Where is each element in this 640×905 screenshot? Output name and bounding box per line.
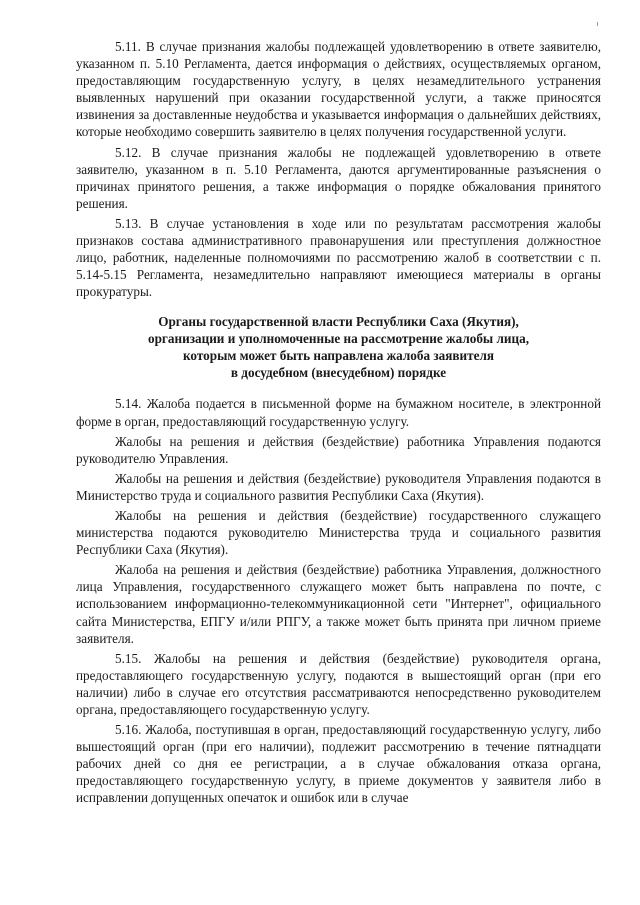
heading-line: в досудебном (внесудебном) порядке [230,365,447,381]
section-heading [76,313,601,381]
paragraph-5-11: 5.11. В случае признания жалобы подлежащей удовлетворению в ответе заявителю, указанном п. 5.10 Регламента, дается информация о действиях, осуществляемых органом, предоставляющим государственную услугу, в целях незамедлительного устранения выявленных нарушений при оказании государственной услуги, а также приносятся извинения за доставленные неудобства и указывается информация о дальнейших действиях, которые необходимо совершить заявителю в целях получения государственной услуги. [76,39,601,140]
heading-line: которым может быть направлена жалоба заявителя [183,348,494,364]
heading-line: Органы государственной власти Республики Саха (Якутия), [158,314,519,330]
paragraph-civil-servant-complaints: Жалобы на решения и действия (бездействие) государственного служащего министерства подаются руководителю Министерства труда и социального развития Республики Саха (Якутия). [76,507,601,558]
document-page [76,38,601,810]
heading-line: организации и уполномоченные на рассмотрение жалобы лица, [148,331,529,347]
paragraph-5-15: 5.15. Жалобы на решения и действия (бездействие) руководителя органа, предоставляющего государственную услугу, подаются в вышестоящий орган (при его наличии) либо в случае его отсутствия рассматриваются непосредственно руководителем органа, предоставляющего государственную услугу. [76,650,601,717]
paragraph-head-complaints: Жалобы на решения и действия (бездействие) руководителя Управления подаются в Министерство труда и социального развития Республики Саха (Якутия). [76,470,601,503]
paragraph-submission-channels: Жалоба на решения и действия (бездействие) работника Управления, должностного лица Управления, государственного служащего может быть направлена по почте, с использованием информационно-телекоммуникационной сети "Интернет", официального сайта Министерства, ЕПГУ и/или РПГУ, а также может быть принята при личном приеме заявителя. [76,562,601,646]
paragraph-5-12: 5.12. В случае признания жалобы не подлежащей удовлетворению в ответе заявителю, указанном в п. 5.10 Регламента, даются аргументированные разъяснения о причинах принятого решения, а также информация о порядке обжалования принятого решения. [76,144,601,211]
scan-mark [597,22,598,26]
paragraph-5-13: 5.13. В случае установления в ходе или по результатам рассмотрения жалобы признаков состава административного правонарушения или преступления должностное лицо, работник, наделенные полномочиями по рассмотрению жалоб в соответствии с п. 5.14-5.15 Регламента, незамедлительно направляют имеющиеся материалы в органы прокуратуры. [76,215,601,300]
paragraph-employee-complaints: Жалобы на решения и действия (бездействие) работника Управления подаются руководителю Управления. [76,433,601,466]
paragraph-5-14: 5.14. Жалоба подается в письменной форме на бумажном носителе, в электронной форме в орган, предоставляющий государственную услугу. [76,396,601,429]
paragraph-5-16: 5.16. Жалоба, поступившая в орган, предоставляющий государственную услугу, либо вышестоящий орган (при его наличии), подлежит рассмотрению в течение пятнадцати рабочих дней со дня ее регистрации, а в случае обжалования отказа органа, предоставляющего государственную услугу, в приеме документов у заявителя либо в исправлении допущенных опечаток и ошибок или в случае [76,722,601,806]
